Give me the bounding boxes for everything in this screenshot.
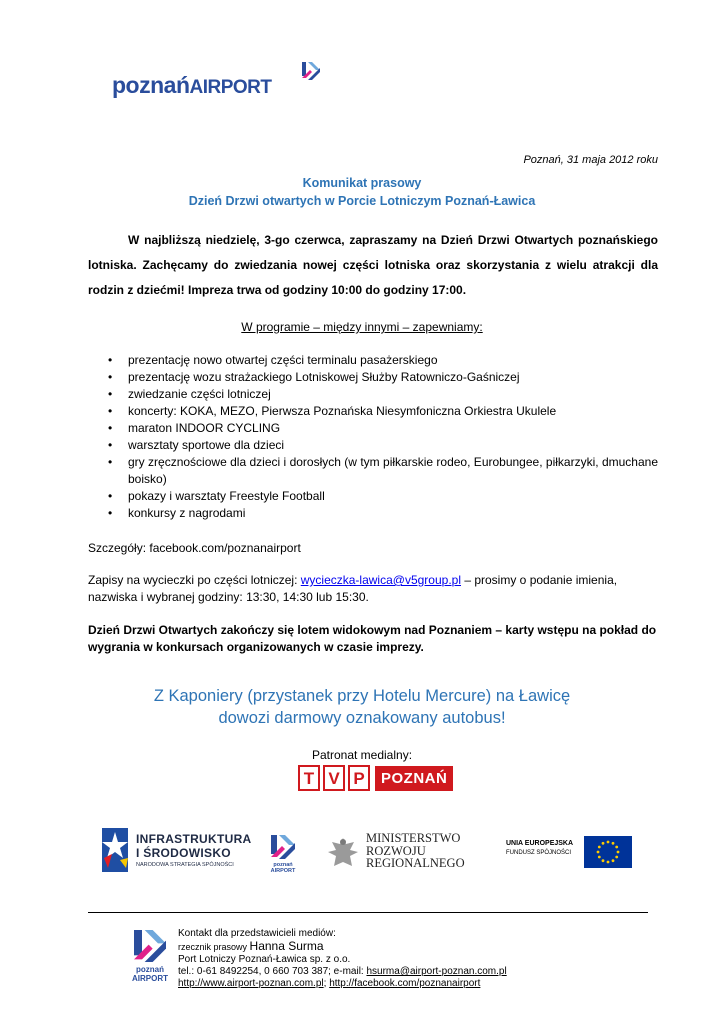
infra-line3: NARODOWA STRATEGIA SPÓJNOŚCI [136, 862, 234, 868]
mrr-line3: REGIONALNEGO [366, 856, 465, 870]
media-patronage-label: Patronat medialny: [311, 748, 413, 762]
infra-line2: I ŚRODOWISKO [136, 846, 231, 860]
press-release-label: Komunikat prasowy [302, 176, 422, 190]
press-release-title: Dzień Drzwi otwartych w Porcie Lotniczym Poznań-Ławica [188, 194, 536, 208]
contact-email-link[interactable]: hsurma@airport-poznan.com.pl [366, 966, 507, 977]
footer-logo-airport: AIRPORT [132, 973, 168, 983]
details-line: Szczegóły: facebook.com/poznanairport [88, 541, 301, 555]
contact-phone: tel.: 0-61 8492254, 0 660 703 387; e-mail: [178, 966, 367, 977]
signup-text-after: – prosimy o podanie imienia, nazwiska i wybranej godziny: 13:30, 14:30 lub 15:30. [88, 573, 618, 604]
facebook-link[interactable]: http://facebook.com/poznanairport [329, 978, 481, 989]
spokesperson-name: Hanna Surma [249, 939, 324, 953]
bus-info-line1: Z Kaponiery (przystanek przy Hotelu Mercure) na Ławicę [153, 687, 571, 705]
footer-poznan-airport-logo [130, 926, 170, 990]
list-item: • warsztaty sportowe dla dzieci [106, 437, 658, 454]
poznan-airport-small-logo [268, 832, 298, 876]
footer-divider [88, 912, 648, 913]
contact-title: Kontakt dla przedstawicieli mediów: [178, 928, 336, 939]
contact-phone-email [178, 966, 507, 978]
media-contact-block [178, 928, 507, 990]
contact-spokesperson [178, 940, 507, 954]
footer-logo-poznan: poznań [136, 965, 164, 974]
small-logo-airport: AIRPORT [270, 868, 296, 875]
signup-paragraph [88, 572, 658, 606]
mrr-line1: MINISTERSTWO [366, 831, 461, 845]
document-date: Poznań, 31 maja 2012 roku [523, 154, 658, 166]
list-item: • maraton INDOOR CYCLING [106, 420, 658, 437]
list-item: • koncerty: KOKA, MEZO, Pierwsza Poznańska Niesymfoniczna Orkiestra Ukulele [106, 403, 658, 420]
signup-text-before: Zapisy na wycieczki po części lotniczej: [88, 573, 301, 587]
list-item: • konkursy z nagrodami [106, 505, 658, 522]
eu-flag-icon [584, 836, 632, 868]
list-item: • gry zręcznościowe dla dzieci i dorosłych (w tym piłkarskie rodeo, Eurobungee, piłkarzyki, dmuchane boisko) [106, 454, 658, 488]
contact-links [178, 978, 507, 990]
ue-line2: FUNDUSZ SPÓJNOŚCI [506, 850, 572, 856]
website-link[interactable]: http://www.airport-poznan.com.pl [178, 978, 324, 989]
contact-company: Port Lotniczy Poznań-Ławica sp. z o.o. [178, 954, 351, 965]
mrr-line2: ROZWOJU [366, 843, 426, 858]
spokesperson-prefix: rzecznik prasowy [178, 942, 250, 952]
tvp-poznan-word: POZNAŃ [375, 766, 453, 791]
star-icon [98, 828, 132, 872]
list-item: • prezentację wozu strażackiego Lotniskowej Służby Ratowniczo-Gaśniczej [106, 369, 658, 386]
closing-paragraph: Dzień Drzwi Otwartych zakończy się lotem widokowym nad Poznaniem – karty wstępu na pokład do wygrania w konkursach organizowanych w czasie imprezy. [88, 623, 657, 654]
program-list [106, 352, 658, 522]
logo-word-airport: AIRPORT [189, 77, 272, 98]
tvp-letter-p: P [348, 765, 370, 791]
signup-email-link[interactable]: wycieczka-lawica@v5group.pl [300, 573, 461, 587]
poznan-airport-stripes-logo-icon [268, 832, 298, 862]
lead-paragraph [88, 228, 658, 303]
poznan-airport-stripes-logo-icon [300, 60, 322, 82]
small-logo-poznan: poznań [273, 862, 293, 868]
ue-line1: UNIA EUROPEJSKA [506, 840, 574, 847]
list-item: • zwiedzanie części lotniczej [106, 386, 658, 403]
infrastruktura-srodowisko-logo [98, 826, 252, 874]
program-heading: W programie – między innymi – zapewniamy: [241, 320, 483, 334]
tvp-poznan-logo [298, 764, 453, 792]
polish-eagle-emblem-icon [326, 836, 360, 872]
logo-word-poznan: poznań [112, 72, 190, 98]
tvp-letter-t: T [298, 765, 320, 791]
lead-text: W najbliższą niedzielę, 3-go czerwca, zapraszamy na Dzień Drzwi Otwartych poznańskiego lotniska. Zachęcamy do zwiedzania nowej części lotniska oraz skorzystania z wielu atrakcji dla rodzin z dziećmi! Impreza trwa od godziny 10:00 do godziny 17:00. [88, 233, 658, 297]
list-item: • prezentację nowo otwartej części terminalu pasażerskiego [106, 352, 658, 369]
list-item: • pokazy i warsztaty Freestyle Football [106, 488, 658, 505]
bus-info-line2: dowozi darmowy oznakowany autobus! [218, 709, 506, 727]
tvp-letter-v: V [323, 765, 345, 791]
links-separator: ; [323, 978, 330, 989]
poznan-airport-stripes-logo-icon [130, 926, 170, 966]
infra-line1: INFRASTRUKTURA [136, 832, 252, 846]
poznan-airport-logo-text [112, 74, 272, 97]
